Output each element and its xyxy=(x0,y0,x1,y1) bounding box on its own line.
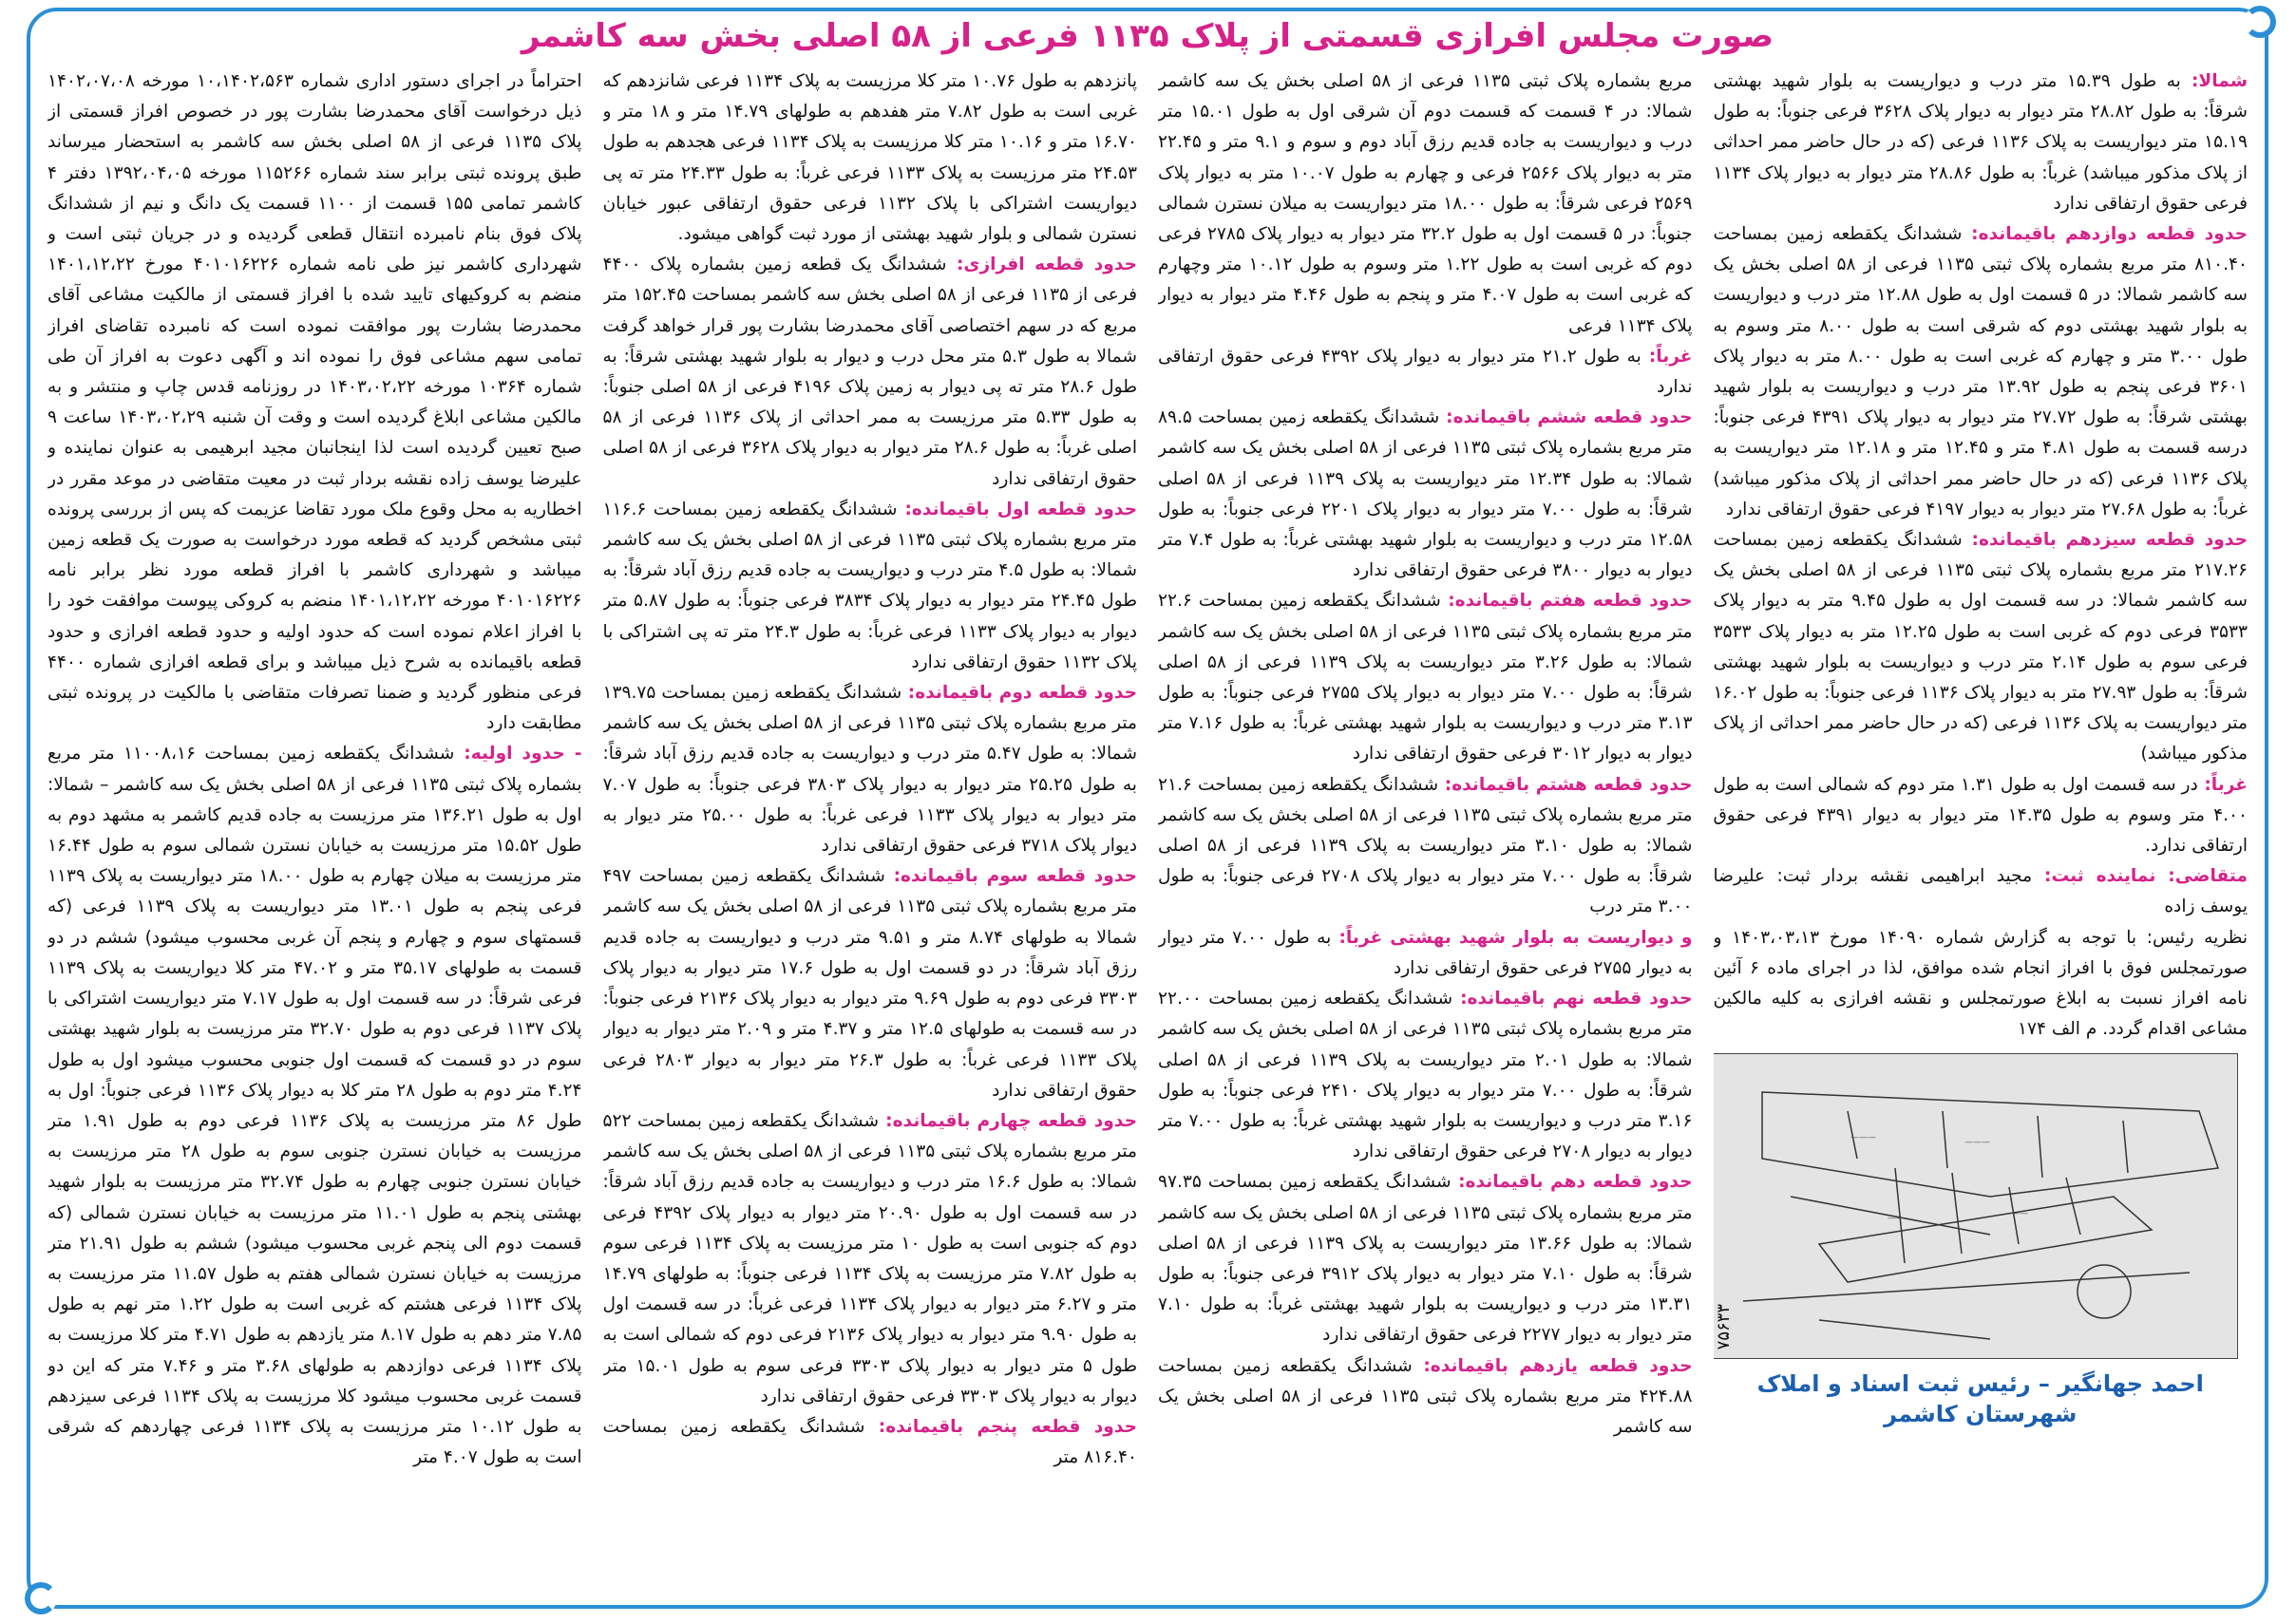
paragraph-text: ششدانگ یک قطعه زمین بشماره پلاک ۴۴۰۰ فرعی از ۱۱۳۵ فرعی از ۵۸ اصلی بخش سه کاشمر بمساحت ۱۵۲.۴۵ متر مربع که در سهم اختصاصی آقای محمدرضا بشارت پور قرار خواهد گرفت شمالا به طول ۵.۳ متر محل درب و دیوار به بلوار شهید بهشتی شرقاً: به طول ۲۸.۶ متر ته پی دیوار به زمین پلاک ۴۱۹۶ فرعی از ۵۸ اصلی جنوباً: به طول ۵.۳۳ متر مرزیست به ممر احداثی از پلاک ۱۱۳۶ فرعی از ۵۸ اصلی غرباً: به طول ۲۸.۶ متر دیوار به دیوار پلاک ۳۶۲۸ فرعی از ۵۸ اصلی حقوق ارتفاقی ندارد xyxy=(602,255,1137,489)
paragraph-text: ششدانگ یکقطعه زمین بمساحت ۸۱۶.۴۰ متر xyxy=(602,1416,1137,1468)
svg-text:———: ——— xyxy=(1850,1132,1876,1142)
paragraph xyxy=(1158,586,1693,769)
corner-ornament-icon xyxy=(25,1582,57,1614)
svg-text:———: ——— xyxy=(1964,1137,1990,1147)
paragraph-text: ششدانگ یکقطعه زمین بمساحت ۱۳۹.۷۵ متر مربع بشماره پلاک ثبتی ۱۱۳۵ فرعی از ۵۸ اصلی بخش یک سه کاشمر شمالا: به طول ۵.۴۷ متر درب و دیواریست به جاده قدیم رزق آباد شرقاً: به طول ۲۵.۲۵ متر دیوار به دیوار پلاک ۳۸۰۳ فرعی جنوباً: به طول ۷.۰۷ متر دیوار به دیوار پلاک ۱۱۳۳ فرعی غرباً: به طول ۲۵.۰۰ متر دیوار به دیوار پلاک ۳۷۱۸ فرعی حقوق ارتفاقی ندارد xyxy=(602,683,1137,857)
section-heading: حدود قطعه اول باقیمانده: xyxy=(897,499,1137,519)
svg-text:——: —— xyxy=(1888,1213,1905,1223)
paragraph-text: ششدانگ یکقطعه زمین بمساحت ۸۱۰.۴۰ متر مربع بشماره پلاک ثبتی ۱۱۳۵ فرعی از ۵۸ اصلی بخش یک سه کاشمر شمالا: در ۵ قسمت اول به طول ۱۲.۸۸ متر درب و دیواریست به بلوار شهید بهشتی دوم که شرقی است به طول ۸.۰۰ متر وسوم به طول ۳.۰۰ متر و چهارم که غربی است به طول ۸.۰۰ متر به دیوار پلاک ۳۶۰۱ فرعی پنجم به طول ۱۳.۹۲ متر درب و دیواریست به بلوار شهید بهشتی شرقاً: به طول ۲۷.۷۲ متر دیوار به دیوار پلاک ۴۳۹۱ فرعی جنوباً: درسه قسمت به طول ۴.۸۱ متر و ۱۲.۴۵ متر و ۱۲.۱۸ متر دیواریست به پلاک ۱۱۳۶ فرعی (که در حال حاضر ممر احداثی از پلاک مذکور میباشد) غرباً: به طول ۲۷.۶۸ متر دیوار به دیوار ۴۱۹۷ فرعی حقوق ارتفاقی ندارد xyxy=(1713,224,2248,519)
section-heading: حدود قطعه افرازی: xyxy=(946,255,1137,275)
section-heading: حدود قطعه هفتم باقیمانده: xyxy=(1440,591,1693,612)
paragraph-text: پانزدهم به طول ۱۰.۷۶ متر کلا مرزیست به پلاک ۱۱۳۴ فرعی شانزدهم که غربی است به طول ۷.۸۲ متر هفدهم به طولهای ۱۴.۷۹ متر و ۱۸ متر و ۱۶.۷۰ متر و ۱۰.۱۶ متر کلا مرزیست به پلاک ۱۱۳۴ فرعی هجدهم به طول ۲۴.۵۳ متر مرزیست به پلاک ۱۱۳۳ فرعی غرباً: به طول ۲۴.۳۳ متر ته پی دیواریست اشتراکی با پلاک ۱۱۳۲ فرعی حقوق ارتفاقی عبور خیابان نسترن شمالی و بلوار شهید بهشتی از مورد ثبت گواهی میشود. xyxy=(602,71,1137,245)
paragraph xyxy=(1158,984,1693,1167)
paragraph-text: ششدانگ یکقطعه زمین بمساحت ۵۲۲ متر مربع بشماره پلاک ثبتی ۱۱۳۵ فرعی از ۵۸ اصلی بخش یک سه کاشمر شمالا: به طول ۱۶.۶ متر درب و دیواریست به جاده قدیم رزق آباد شرقاً: در سه قسمت اول به طول ۲۰.۹۰ متر دیوار به دیوار پلاک ۴۳۹۲ فرعی دوم که جنوبی است به طول ۱۰ متر مرزیست به پلاک ۱۱۳۴ فرعی سوم به طول ۷.۸۲ متر مرزیست به پلاک ۱۱۳۴ فرعی جنوباً: به طولهای ۱۴.۷۹ متر و ۶.۲۷ متر دیوار به دیوار پلاک ۱۱۳۴ فرعی غرباً: در سه قسمت اول به طول ۹.۹۰ متر دیوار به دیوار پلاک ۲۱۳۶ فرعی دوم که شمالی است به طول ۵ متر دیوار به دیوار پلاک ۳۳۰۳ فرعی سوم به طول ۱۵.۰۱ متر دیوار به دیوار پلاک ۳۳۰۳ فرعی حقوق ارتفاقی ندارد xyxy=(602,1110,1137,1406)
column-4 xyxy=(1714,66,2249,1586)
paragraph xyxy=(1158,923,1693,984)
paragraph-text: ششدانگ یکقطعه زمین بمساحت ۴۹۷ متر مربع بشماره پلاک ثبتی ۱۱۳۵ فرعی از ۵۸ اصلی بخش یک سه کاشمر شمالا به طولهای ۸.۷۴ متر و ۹.۵۱ متر درب و دیواریست به جاده قدیم رزق آباد شرقاً: در دو قسمت اول به طول ۱۷.۶ متر دیوار به دیوار پلاک ۳۳۰۳ فرعی دوم به طول ۹.۶۹ متر دیوار به دیوار پلاک ۲۱۳۶ فرعی جنوباً: در سه قسمت به طولهای ۱۲.۵ متر و ۴.۳۷ متر و ۲.۰۹ متر دیوار به دیوار پلاک ۱۱۳۳ فرعی غرباً: به طول ۲۶.۳ متر دیوار به دیوار ۲۸۰۳ فرعی حقوق ارتفاقی ندارد xyxy=(602,866,1137,1101)
notice-title: صورت مجلس افرازی قسمتی از پلاک ۱۱۳۵ فرعی از ۵۸ اصلی بخش سه کاشمر xyxy=(521,17,1774,55)
paragraph-text: ششدانگ یکقطعه زمین بمساحت ۹۷.۳۵ متر مربع بشماره پلاک ثبتی ۱۱۳۵ فرعی از ۵۸ اصلی بخش یک سه کاشمر شمالا: به طول ۱۳.۶۶ متر دیواریست به پلاک ۱۱۳۹ فرعی از ۵۸ اصلی شرقاً: به طول ۷.۱۰ متر دیوار به دیوار پلاک ۳۹۱۲ فرعی جنوباً: به طول ۱۳.۳۱ متر درب و دیواریست به بلوار شهید بهشتی غرباً: به طول ۷.۱۰ متر دیوار به دیوار ۲۲۷۷ فرعی حقوق ارتفاقی ندارد xyxy=(1158,1172,1693,1346)
paragraph xyxy=(47,66,582,739)
paragraph xyxy=(1714,66,2249,219)
paragraph-text: مجید ابراهیمی نقشه بردار ثبت: علیرضا یوسف زاده xyxy=(1713,866,2248,917)
section-heading: حدود قطعه چهارم باقیمانده: xyxy=(879,1110,1137,1131)
paragraph-text: ششدانگ یکقطعه زمین بمساحت ۲۲.۰۰ متر مربع بشماره پلاک ثبتی ۱۱۳۵ فرعی از ۵۸ اصلی بخش یک سه کاشمر شمالا: به طول ۲.۰۱ متر دیواریست به پلاک ۱۱۳۹ فرعی از ۵۸ اصلی شرقاً: به طول ۷.۰۰ متر دیوار به دیوار پلاک ۲۴۱۰ فرعی جنوباً: به طول ۳.۱۶ متر درب و دیواریست به بلوار شهید بهشتی غرباً: به طول ۷.۰۰ متر دیوار به دیوار ۲۷۰۸ فرعی حقوق ارتفاقی ندارد xyxy=(1158,989,1693,1162)
section-heading: حدود قطعه پنجم باقیمانده: xyxy=(864,1416,1137,1437)
section-heading: حدود قطعه دوم باقیمانده: xyxy=(901,683,1137,704)
paragraph xyxy=(1158,403,1693,586)
paragraph xyxy=(1158,342,1693,403)
svg-text:——: —— xyxy=(2011,1208,2028,1218)
paragraph-text: ششدانگ یکقطعه زمین بمساحت ۸۹.۵ متر مربع بشماره پلاک ثبتی ۱۱۳۵ فرعی از ۵۸ اصلی بخش یک سه کاشمر شمالا: به طول ۱۲.۳۴ متر دیواریست به پلاک ۱۱۳۹ فرعی از ۵۸ اصلی شرقاً: به طول ۷.۰۰ متر دیوار به دیوار پلاک ۲۲۰۱ فرعی جنوباً: به طول ۱۲.۵۸ متر درب و دیواریست به بلوار شهید بهشتی غرباً: به طول ۷.۴ متر دیوار به دیوار ۳۸۰۰ فرعی حقوق ارتفاقی ندارد xyxy=(1158,407,1693,581)
section-heading: حدود قطعه دهم باقیمانده: xyxy=(1451,1172,1693,1193)
column-2 xyxy=(603,66,1138,1586)
paragraph xyxy=(603,678,1138,861)
paragraph xyxy=(47,739,582,1473)
paragraph xyxy=(1714,923,2249,1046)
section-heading: شمالا: xyxy=(2180,71,2248,91)
paragraph xyxy=(603,1412,1138,1473)
paragraph xyxy=(1158,1167,1693,1350)
section-heading: غرباً: xyxy=(1641,346,1693,367)
paragraph-text: به طول ۲۱.۲ متر دیوار به دیوار پلاک ۴۳۹۲ فرعی حقوق ارتفاقی ندارد xyxy=(1158,346,1693,398)
paragraph xyxy=(603,861,1138,1106)
column-4-text xyxy=(1714,66,2249,1046)
map-sketch xyxy=(1714,1054,2238,1358)
paragraph-text: احتراماً در اجرای دستور اداری شماره ۱۰،۱۴۰۲،۵۶۳ مورخه ۱۴۰۲،۰۷،۰۸ ذیل درخواست آقای محمدرضا بشارت پور در خصوص افراز قسمتی از پلاک ۱۱۳۵ فرعی از ۵۸ اصلی بخش سه کاشمر به استحضار میرساند طبق پرونده ثبتی برابر سند شماره ۱۱۵۲۶۶ مورخه ۱۳۹۲،۰۴،۰۵ دفتر ۴ کاشمر تمامی ۱۵۵ قسمت از ۱۱۰۰ قسمت یک دانگ و نیم از ششدانگ پلاک فوق بنام نامبرده انتقال قطعی گردیده و در جریان ثبتی است و شهرداری کاشمر نیز طی نامه شماره ۴۰۱۰۱۶۲۲۶ مورخ ۱۴۰۱،۱۲،۲۲ منضم به کروکیهای تایید شده با افراز قسمتی از مالکیت مشاعی آقای محمدرضا بشارت پور موافقت نموده است که نامبرده تقاضای افراز تمامی سهم مشاعی فوق را نموده اند و آگهی دعوت به افراز آن طی شماره ۱۰۳۶۴ مورخه ۱۴۰۳،۰۲،۲۲ در روزنامه قدس چاپ و منتشر و به مالکین مشاعی ابلاغ گردیده است و وقت آن شنبه ۱۴۰۳،۰۲،۲۹ ساعت ۹ صبح تعیین گردیده است لذا اینجانبان مجید ابرهیمی به عنوان نماینده و علیرضا یوسف زاده نقشه بردار ثبت در معیت متقاضی در موعد مقرر در اخطاریه به محل وقوع ملک مورد تقاضا عزیمت که پس از بررسی پرونده ثبتی مشخص گردید که قطعه مورد درخواست به صورت یک قطعه زمین میباشد و شهرداری کاشمر با افراز قطعه مورد نظر برابر نامه ۴۰۱۰۱۶۲۲۶ مورخه ۱۴۰۱،۱۲،۲۲ منضم به کروکی پیوست موافقت خود را با افراز اعلام نموده است که حدود اولیه و حدود قطعه افرازی و حدود قطعه باقیمانده به شرح ذیل میباشد و برای قطعه افرازی شماره ۴۴۰۰ فرعی منظور گردید و ضمنا تصرفات متقاضی با مالکیت در پرونده ثبتی مطابقت دارد xyxy=(47,71,582,734)
partition-map-image xyxy=(1714,1053,2239,1359)
paragraph xyxy=(1158,1351,1693,1444)
section-heading: حدود قطعه سوم باقیمانده: xyxy=(884,866,1137,887)
section-heading: - حدود اولیه: xyxy=(454,744,582,764)
notice-frame xyxy=(27,8,2268,1609)
paragraph xyxy=(603,250,1138,495)
paragraph xyxy=(603,66,1138,250)
section-heading: حدود قطعه نهم باقیمانده: xyxy=(1452,989,1693,1010)
section-heading: متقاضی: نماینده ثبت: xyxy=(2032,866,2248,887)
section-heading: حدود قطعه سیزدهم باقیمانده: xyxy=(1962,530,2248,551)
paragraph-text: به طول ۷.۰۰ متر دیوار به دیوار ۲۷۵۵ فرعی حقوق ارتفاقی ندارد xyxy=(1158,927,1693,978)
paragraph xyxy=(1714,219,2249,525)
section-heading: حدود قطعه دوازدهم باقیمانده: xyxy=(1962,224,2248,245)
section-heading: حدود قطعه هشتم باقیمانده: xyxy=(1438,774,1693,795)
section-heading: حدود قطعه یازدهم باقیمانده: xyxy=(1412,1355,1693,1376)
paragraph-text: در سه قسمت اول به طول ۱.۳۱ متر دوم که شمالی است به طول ۴.۰۰ متر وسوم به طول ۱۴.۳۵ متر دیوار به دیوار ۴۳۹۱ فرعی حقوق ارتفاقی ندارد. xyxy=(1713,774,2248,857)
paragraph-text: ششدانگ یکقطعه زمین بمساحت ۲۱۷.۲۶ متر مربع بشماره پلاک ثبتی ۱۱۳۵ فرعی از ۵۸ اصلی بخش یک سه کاشمر شمالا: در سه قسمت اول به طول ۹.۴۵ متر به دیوار پلاک ۳۵۳۳ فرعی دوم که غربی است به طول ۱۲.۲۵ متر به دیوار پلاک ۳۵۳۳ فرعی سوم به طول ۲.۱۴ متر درب و دیواریست به بلوار شهید بهشتی شرقاً: به طول ۲۷.۹۳ متر به دیوار پلاک ۱۱۳۶ فرعی جنوباً: به طول ۱۶.۰۲ متر دیواریست به پلاک ۱۱۳۶ فرعی (که در حال حاضر ممر احداثی از پلاک مذکور میباشد) xyxy=(1713,530,2248,764)
paragraph xyxy=(1158,770,1693,923)
section-heading: و دیواریست به بلوار شهید بهشتی غرباً: xyxy=(1331,927,1693,948)
paragraph xyxy=(603,495,1138,678)
paragraph-text: ششدانگ یکقطعه زمین بمساحت ۲۱.۶ متر مربع بشماره پلاک ثبتی ۱۱۳۵ فرعی از ۵۸ اصلی بخش یک سه کاشمر شمالا: به طول ۳.۱۰ متر دیواریست به پلاک ۱۱۳۹ فرعی از ۵۸ اصلی شرقاً: به طول ۷.۰۰ متر دیوار به دیوار پلاک ۲۷۰۸ فرعی جنوباً: به طول ۳.۰۰ متر درب xyxy=(1158,774,1693,917)
section-heading: غرباً: xyxy=(2197,774,2248,795)
paragraph xyxy=(1714,770,2249,862)
paragraph-text: ششدانگ یکقطعه زمین بمساحت ۲۲.۶ متر مربع بشماره پلاک ثبتی ۱۱۳۵ فرعی از ۵۸ اصلی بخش یک سه کاشمر شمالا: به طول ۳.۲۶ متر دیواریست به پلاک ۱۱۳۹ فرعی از ۵۸ اصلی شرقاً: به طول ۷.۰۰ متر دیوار به دیوار پلاک ۲۷۵۵ فرعی جنوباً: به طول ۳.۱۳ متر درب و دیواریست به بلوار شهید بهشتی غرباً: به طول ۷.۱۶ متر دیوار به دیوار ۳۰۱۲ فرعی حقوق ارتفاقی ندارد xyxy=(1158,591,1693,764)
paragraph xyxy=(1158,66,1693,342)
paragraph-text: به طول ۱۵.۳۹ متر درب و دیواریست به بلوار شهید بهشتی شرقاً: به طول ۲۸.۸۲ متر دیوار به دیوار پلاک ۳۶۲۸ فرعی جنوباً: به طول ۱۵.۱۹ متر دیواریست به پلاک ۱۱۳۶ فرعی (که در حال حاضر ممر احداثی از پلاک مذکور میباشد) غرباً: به طول ۲۸.۸۶ متر دیوار به دیوار پلاک ۱۱۳۴ فرعی حقوق ارتفاقی ندارد xyxy=(1713,71,2248,214)
paragraph xyxy=(1714,525,2249,770)
section-heading: حدود قطعه ششم باقیمانده: xyxy=(1439,407,1693,428)
column-1 xyxy=(47,66,582,1586)
paragraph xyxy=(603,1106,1138,1412)
paragraph-text: مربع بشماره پلاک ثبتی ۱۱۳۵ فرعی از ۵۸ اصلی بخش یک سه کاشمر شمالا: در ۴ قسمت که قسمت دوم آن شرقی اول به طول ۱۵.۰۱ متر درب و دیواریست به جاده قدیم رزق آباد دوم و سوم و ۹.۱ متر و ۲۲.۴۵ متر به دیوار پلاک ۲۵۶۶ فرعی و چهارم به طول ۱۰.۰۷ متر به دیوار پلاک ۲۵۶۹ فرعی شرقاً: به طول ۱۸.۰۰ متر دیواریست به میلان نسترن شمالی جنوباً: در ۵ قسمت اول به طول ۳۲.۲ متر دیوار به دیوار پلاک ۲۷۸۵ فرعی دوم که غربی است به طول ۱.۲۲ متر وسوم به طول ۱۰.۱۲ متر وچهارم که غربی است به طول ۴.۰۷ متر و پنجم به طول ۴.۴۶ متر دیوار به دیوار پلاک ۱۱۳۴ فرعی xyxy=(1158,71,1693,336)
map-number: ۷۵۶۳۳ xyxy=(1714,1304,1734,1350)
paragraph-text: نظریه رئیس: با توجه به گزارش شماره ۱۴۰۹۰ مورخ ۱۴۰۳،۰۳،۱۳ و صورتمجلس فوق با افراز انجام شده موافق، لذا در اجرای ماده ۶ آئین نامه افراز نسبت به ابلاغ صورتمجلس و نقشه افرازی به کلیه مالکین مشاعی اقدام گردد. م الف ۱۷۴ xyxy=(1713,927,2248,1040)
paragraph-text: ششدانگ یکقطعه زمین بمساحت ۱۱۶.۶ متر مربع بشماره پلاک ثبتی ۱۱۳۵ فرعی از ۵۸ اصلی بخش یک سه کاشمر شمالا: به طول ۴.۵ متر درب و دیواریست به جاده قدیم رزق آباد شرقاً: به طول ۲۴.۴۵ متر دیوار به دیوار پلاک ۳۸۳۴ فرعی جنوباً: به طول ۵.۸۷ متر دیوار به دیوار پلاک ۱۱۳۳ فرعی غرباً: به طول ۲۴.۳ متر ته پی اشتراکی با پلاک ۱۱۳۲ حقوق ارتفاقی ندارد xyxy=(602,499,1137,672)
paragraph-text: ششدانگ یکقطعه زمین بمساحت ۴۲۴.۸۸ متر مربع بشماره پلاک ثبتی ۱۱۳۵ فرعی از ۵۸ اصلی بخش یک سه کاشمر xyxy=(1158,1355,1693,1437)
paragraph xyxy=(1714,861,2249,922)
text-columns xyxy=(47,66,2248,1586)
column-3 xyxy=(1158,66,1693,1586)
signature-footer: احمد جهانگیر – رئیس ثبت اسناد و املاک شهرستان کاشمر xyxy=(1756,1369,2204,1427)
paragraph-text: ششدانگ یکقطعه زمین بمساحت ۱۱۰۰۸،۱۶ متر مربع بشماره پلاک ثبتی ۱۱۳۵ فرعی از ۵۸ اصلی بخش یک سه کاشمر – شمالا: اول به طول ۱۳۶.۲۱ متر مرزیست به جاده قدیم کاشمر به مشهد دوم به طول ۱۵.۵۲ متر مرزیست به خیابان نسترن شمالی سوم به طول ۱۶.۴۴ متر مرزیست به میلان چهارم به طول ۱۸.۰۰ متر دیواریست به پلاک ۱۱۳۹ فرعی پنجم به طول ۱۳.۰۱ متر دیواریست به پلاک ۱۱۳۹ فرعی (که قسمتهای سوم و چهارم و پنجم آن غربی محسوب میشود) ششم در دو قسمت به طولهای ۳۵.۱۷ متر و ۴۷.۰۲ متر کلا دیواریست به پلاک ۱۱۳۹ فرعی شرقاً: در سه قسمت اول به طول ۷.۱۷ متر دیواریست اشتراکی با پلاک ۱۱۳۷ فرعی دوم به طول ۳۲.۷۰ متر مرزیست به بلوار شهید بهشتی سوم در دو قسمت که قسمت اول جنوبی محسوب میشود اول به طول ۴.۲۴ متر دوم به طول ۲۸ متر کلا به دیوار پلاک ۱۱۳۶ فرعی جنوباً: اول به طول ۸۶ متر مرزیست به پلاک ۱۱۳۶ فرعی دوم به طول ۱.۹۱ متر مرزیست به خیابان نسترن جنوبی سوم به طول ۲۸ متر مرزیست به خیابان نسترن جنوبی چهارم به طول ۳۲.۷۴ متر مرزیست به بلوار شهید بهشتی پنجم به طول ۱۱.۰۱ متر مرزیست به خیابان نسترن شمالی (که قسمت دوم الی پنجم غربی محسوب میشود) ششم به طول ۲۱.۹۱ متر مرزیست به خیابان نسترن شمالی هفتم به طول ۱۱.۵۷ متر مرزیست به پلاک ۱۱۳۴ فرعی هشتم که غربی است به طول ۱.۲۲ متر نهم به طول ۷.۸۵ متر دهم به طول ۸.۱۷ متر یازدهم به طول ۴.۷۱ متر کلا مرزیست به پلاک ۱۱۳۴ فرعی دوازدهم به طولهای ۳.۶۸ متر و ۷.۴۶ متر که این دو قسمت غربی محسوب میشود کلا مرزیست به پلاک ۱۱۳۴ فرعی سیزدهم به طول ۱۰.۱۲ متر مرزیست به پلاک ۱۱۳۴ فرعی چهاردهم که شرقی است به طول ۴.۰۷ متر xyxy=(47,744,582,1468)
